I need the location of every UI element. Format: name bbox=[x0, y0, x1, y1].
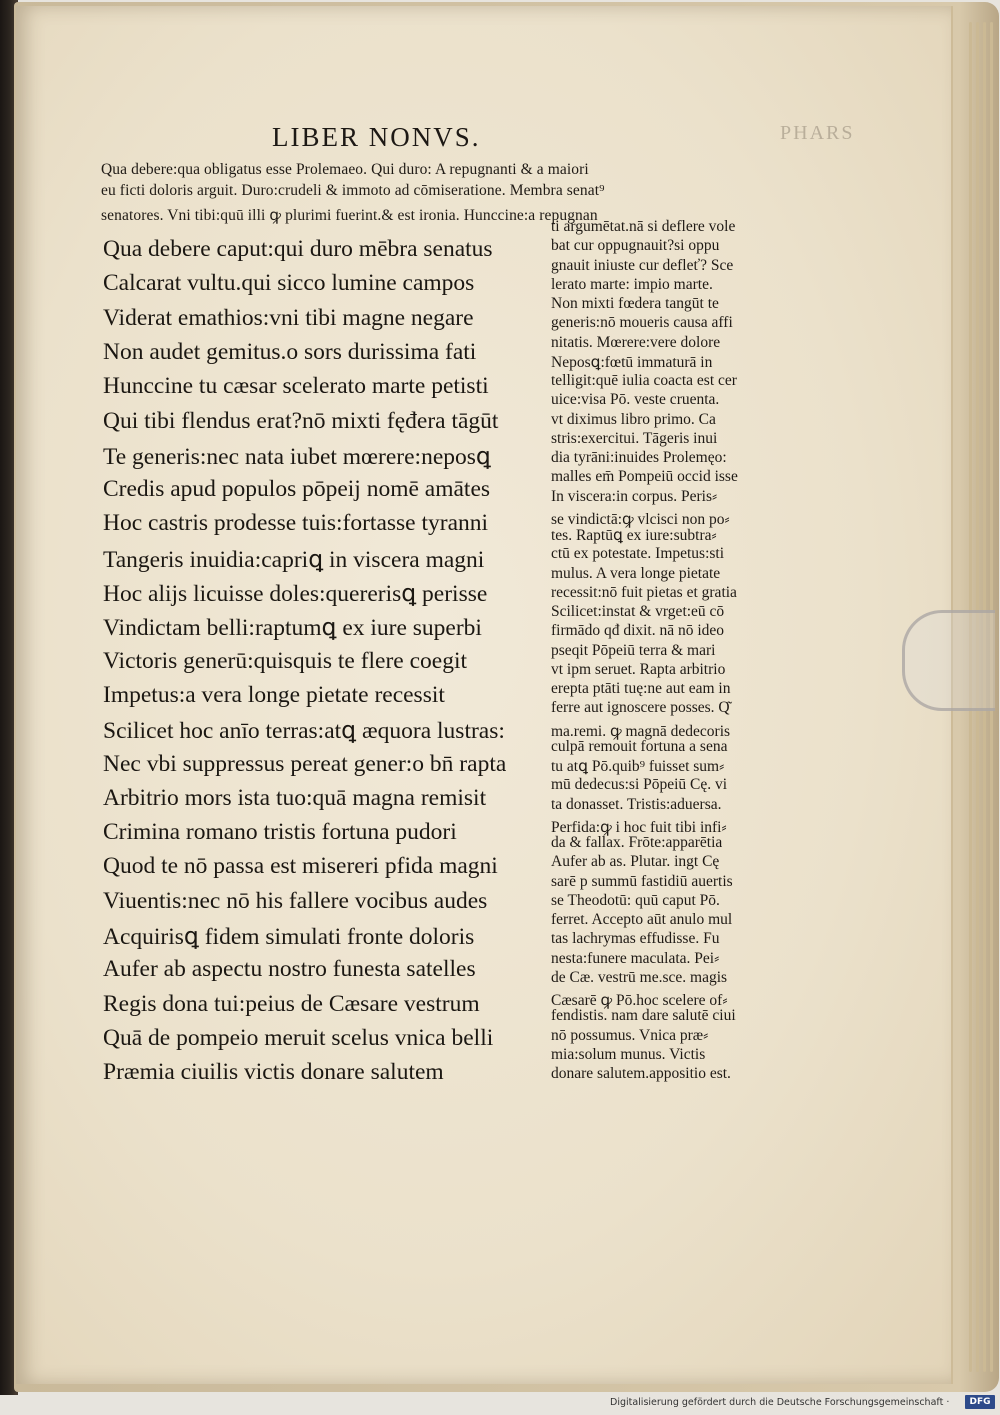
gloss-line: lerato marte: impio marte. bbox=[551, 275, 713, 293]
verse-line: Te generis:nec nata iubet mœrere:neposꝗ bbox=[103, 443, 491, 470]
gloss-line: Cæsarē ꝙ Pō.hoc scelere of⸗ bbox=[551, 992, 728, 1009]
gloss-line: fendistis. nam dare salutē ciui bbox=[551, 1007, 736, 1025]
gloss-line: tu atꝗ Pō.quib⁹ fuisset sum⸗ bbox=[551, 758, 725, 775]
gloss-line: ma.remi. ꝙ magnā dedecoris bbox=[551, 722, 731, 740]
commentary-line: senatores. Vni tibi:quū illi ꝙ plurimi fuerint.& est ironia. Hunccine:a repugnan bbox=[101, 207, 598, 224]
verse-line: Regis dona tui:peius de Cæsare vestrum bbox=[103, 990, 480, 1017]
verse-line: Quā de pompeio meruit scelus vnica belli bbox=[103, 1024, 494, 1051]
verse-line: Non audet gemitus.o sors durissima fati bbox=[103, 338, 477, 365]
gloss-line: generis:nō moueris causa affi bbox=[551, 314, 733, 332]
verse-line: Scilicet hoc anīo terras:atꝗ æquora lustras: bbox=[103, 718, 505, 745]
gloss-line: malles em̄ Pompeiū occid isse bbox=[551, 468, 738, 486]
verse-line: Hoc castris prodesse tuis:fortasse tyranni bbox=[103, 510, 489, 537]
gloss-line: nitatis. Mœrere:vere dolore bbox=[551, 333, 721, 351]
verse-line: Aufer ab aspectu nostro funesta satelles bbox=[103, 956, 476, 983]
gloss-line: Perfida:ꝙ i hoc fuit tibi infi⸗ bbox=[551, 818, 727, 836]
footer-credit: Digitalisierung gefördert durch die Deutsche Forschungsgemeinschaft · bbox=[610, 1397, 950, 1408]
dfg-logo: DFG bbox=[965, 1395, 995, 1409]
verse-line: Hunccine tu cæsar scelerato marte petisti bbox=[103, 373, 489, 400]
gloss-line: stris:exercitui. Tāgeris inui bbox=[551, 429, 718, 447]
gloss-line: bat cur oppugnauit?si oppu bbox=[551, 237, 720, 255]
gloss-line: Non mixti fœdera tangūt te bbox=[551, 295, 719, 312]
gloss-line: tes. Raptūꝗ ex iure:subtra⸗ bbox=[551, 527, 717, 544]
gloss-line: ta donasset. Tristis:aduersa. bbox=[551, 795, 722, 813]
gloss-line: donare salutem.appositio est. bbox=[551, 1065, 731, 1082]
verse-line: Viderat emathios:vni tibi magne negare bbox=[103, 304, 474, 331]
verse-line: Qui tibi flendus erat?nō mixti fęđera tāgūt bbox=[103, 407, 499, 434]
verse-line: Calcarat vultu.qui sicco lumine campos bbox=[103, 270, 475, 297]
page-heading: LIBER NONVS. bbox=[272, 122, 481, 152]
gloss-line: ti argumētat.nā si deflere vole bbox=[551, 218, 736, 235]
commentary-line: eu ficti doloris arguit. Duro:crudeli & immoto ad cōmiseratione. Membra senat⁹ bbox=[101, 182, 605, 199]
gloss-line: sarē p summū fastidiū auertis bbox=[551, 872, 733, 890]
gloss-line: vt ipm seruet. Rapta arbitrio bbox=[551, 660, 726, 678]
bleed-through-text: PHARS bbox=[780, 122, 855, 144]
verse-line: Acquirisꝗ fidem simulati fronte doloris bbox=[103, 924, 475, 950]
gloss-line: mū dedecus:si Pōpeiū Cę. vi bbox=[551, 776, 728, 794]
gloss-line: tas lachrymas effudisse. Fu bbox=[551, 930, 720, 948]
verse-line: Impetus:a vera longe pietate recessit bbox=[103, 681, 445, 708]
gloss-line: Aufer ab as. Plutar. ingt Cę bbox=[551, 853, 720, 871]
gloss-line: telligit:quē iulia coacta est cer bbox=[551, 372, 737, 389]
gloss-line: Neposꝗ:fœtū immaturā in bbox=[551, 353, 713, 371]
gloss-line: se Theodotū: quū caput Pō. bbox=[551, 891, 720, 909]
verse-line: Quod te nō passa est misereri pfida magni bbox=[103, 853, 498, 880]
verse-line: Viuentis:nec nō his fallere vocibus audes bbox=[103, 887, 488, 914]
gloss-line: pseqit Pōpeiū terra & mari bbox=[551, 641, 716, 659]
gloss-line: de Cæ. vestrū me.sce. magis bbox=[551, 968, 728, 986]
verse-line: Qua debere caput:qui duro mēbra senatus bbox=[103, 236, 493, 262]
verse-line: Vindictam belli:raptumꝗ ex iure superbi bbox=[103, 615, 482, 642]
verse-line: Credis apud populos pōpeij nomē amātes bbox=[103, 476, 491, 503]
verse-line: Victoris generū:quisquis te flere coegit bbox=[103, 647, 468, 674]
gloss-line: Scilicet:instat & vrget:eū cō bbox=[551, 603, 725, 620]
gloss-line: ferret. Accepto aūt anulo mul bbox=[551, 911, 733, 928]
gloss-line: nō possumus. Vnica præ⸗ bbox=[551, 1026, 709, 1044]
verse-line: Nec vbi suppressus pereat gener:o bn̄ rapta bbox=[103, 750, 507, 777]
gloss-line: uice:visa Pō. veste cruenta. bbox=[551, 391, 720, 409]
gloss-line: dia tyrāni:inuides Prolemęo: bbox=[551, 449, 727, 466]
gloss-line: mulus. A vera longe pietate bbox=[551, 564, 721, 582]
verse-line: Arbitrio mors ista tuo:quā magna remisit bbox=[103, 784, 487, 811]
verse-line: Tangeris inuidia:capriꝗ in viscera magni bbox=[103, 546, 485, 573]
gloss-line: se vindictā:ꝙ vlcisci non po⸗ bbox=[551, 510, 730, 528]
page-clip bbox=[902, 610, 995, 711]
gloss-line: da & fallax. Frōte:apparētia bbox=[551, 834, 723, 851]
gloss-line: ctū ex potestate. Impetus:sti bbox=[551, 545, 725, 563]
gloss-line: nesta:funere maculata. Pei⸗ bbox=[551, 949, 720, 967]
verse-line: Præmia ciuilis victis donare salutem bbox=[103, 1059, 444, 1086]
gloss-line: mia:solum munus. Victis bbox=[551, 1045, 706, 1063]
gloss-line: firmādo qđ dixit. nā nō ideo bbox=[551, 622, 725, 640]
verse-line: Crimina romano tristis fortuna pudori bbox=[103, 819, 457, 846]
gloss-line: In viscera:in corpus. Peris⸗ bbox=[551, 487, 718, 505]
commentary-line: Qua debere:qua obligatus esse Prolemaeo. Qui duro: A repugnanti & a maiori bbox=[101, 161, 589, 178]
verse-line: Hoc alijs licuisse doles:quererisꝗ perisse bbox=[103, 581, 488, 607]
gloss-line: recessit:nō fuit pietas et gratia bbox=[551, 583, 737, 601]
gloss-line: culpā remouit fortuna a sena bbox=[551, 737, 728, 755]
gloss-line: erepta ptāti tuę:ne aut eam in bbox=[551, 680, 731, 697]
gloss-line: vt diximus libro primo. Ca bbox=[551, 410, 716, 428]
gloss-line: gnauit iniuste cur defleť? Sce bbox=[551, 256, 734, 274]
gloss-line: ferre aut ignoscere posses. Q͂ bbox=[551, 699, 730, 717]
